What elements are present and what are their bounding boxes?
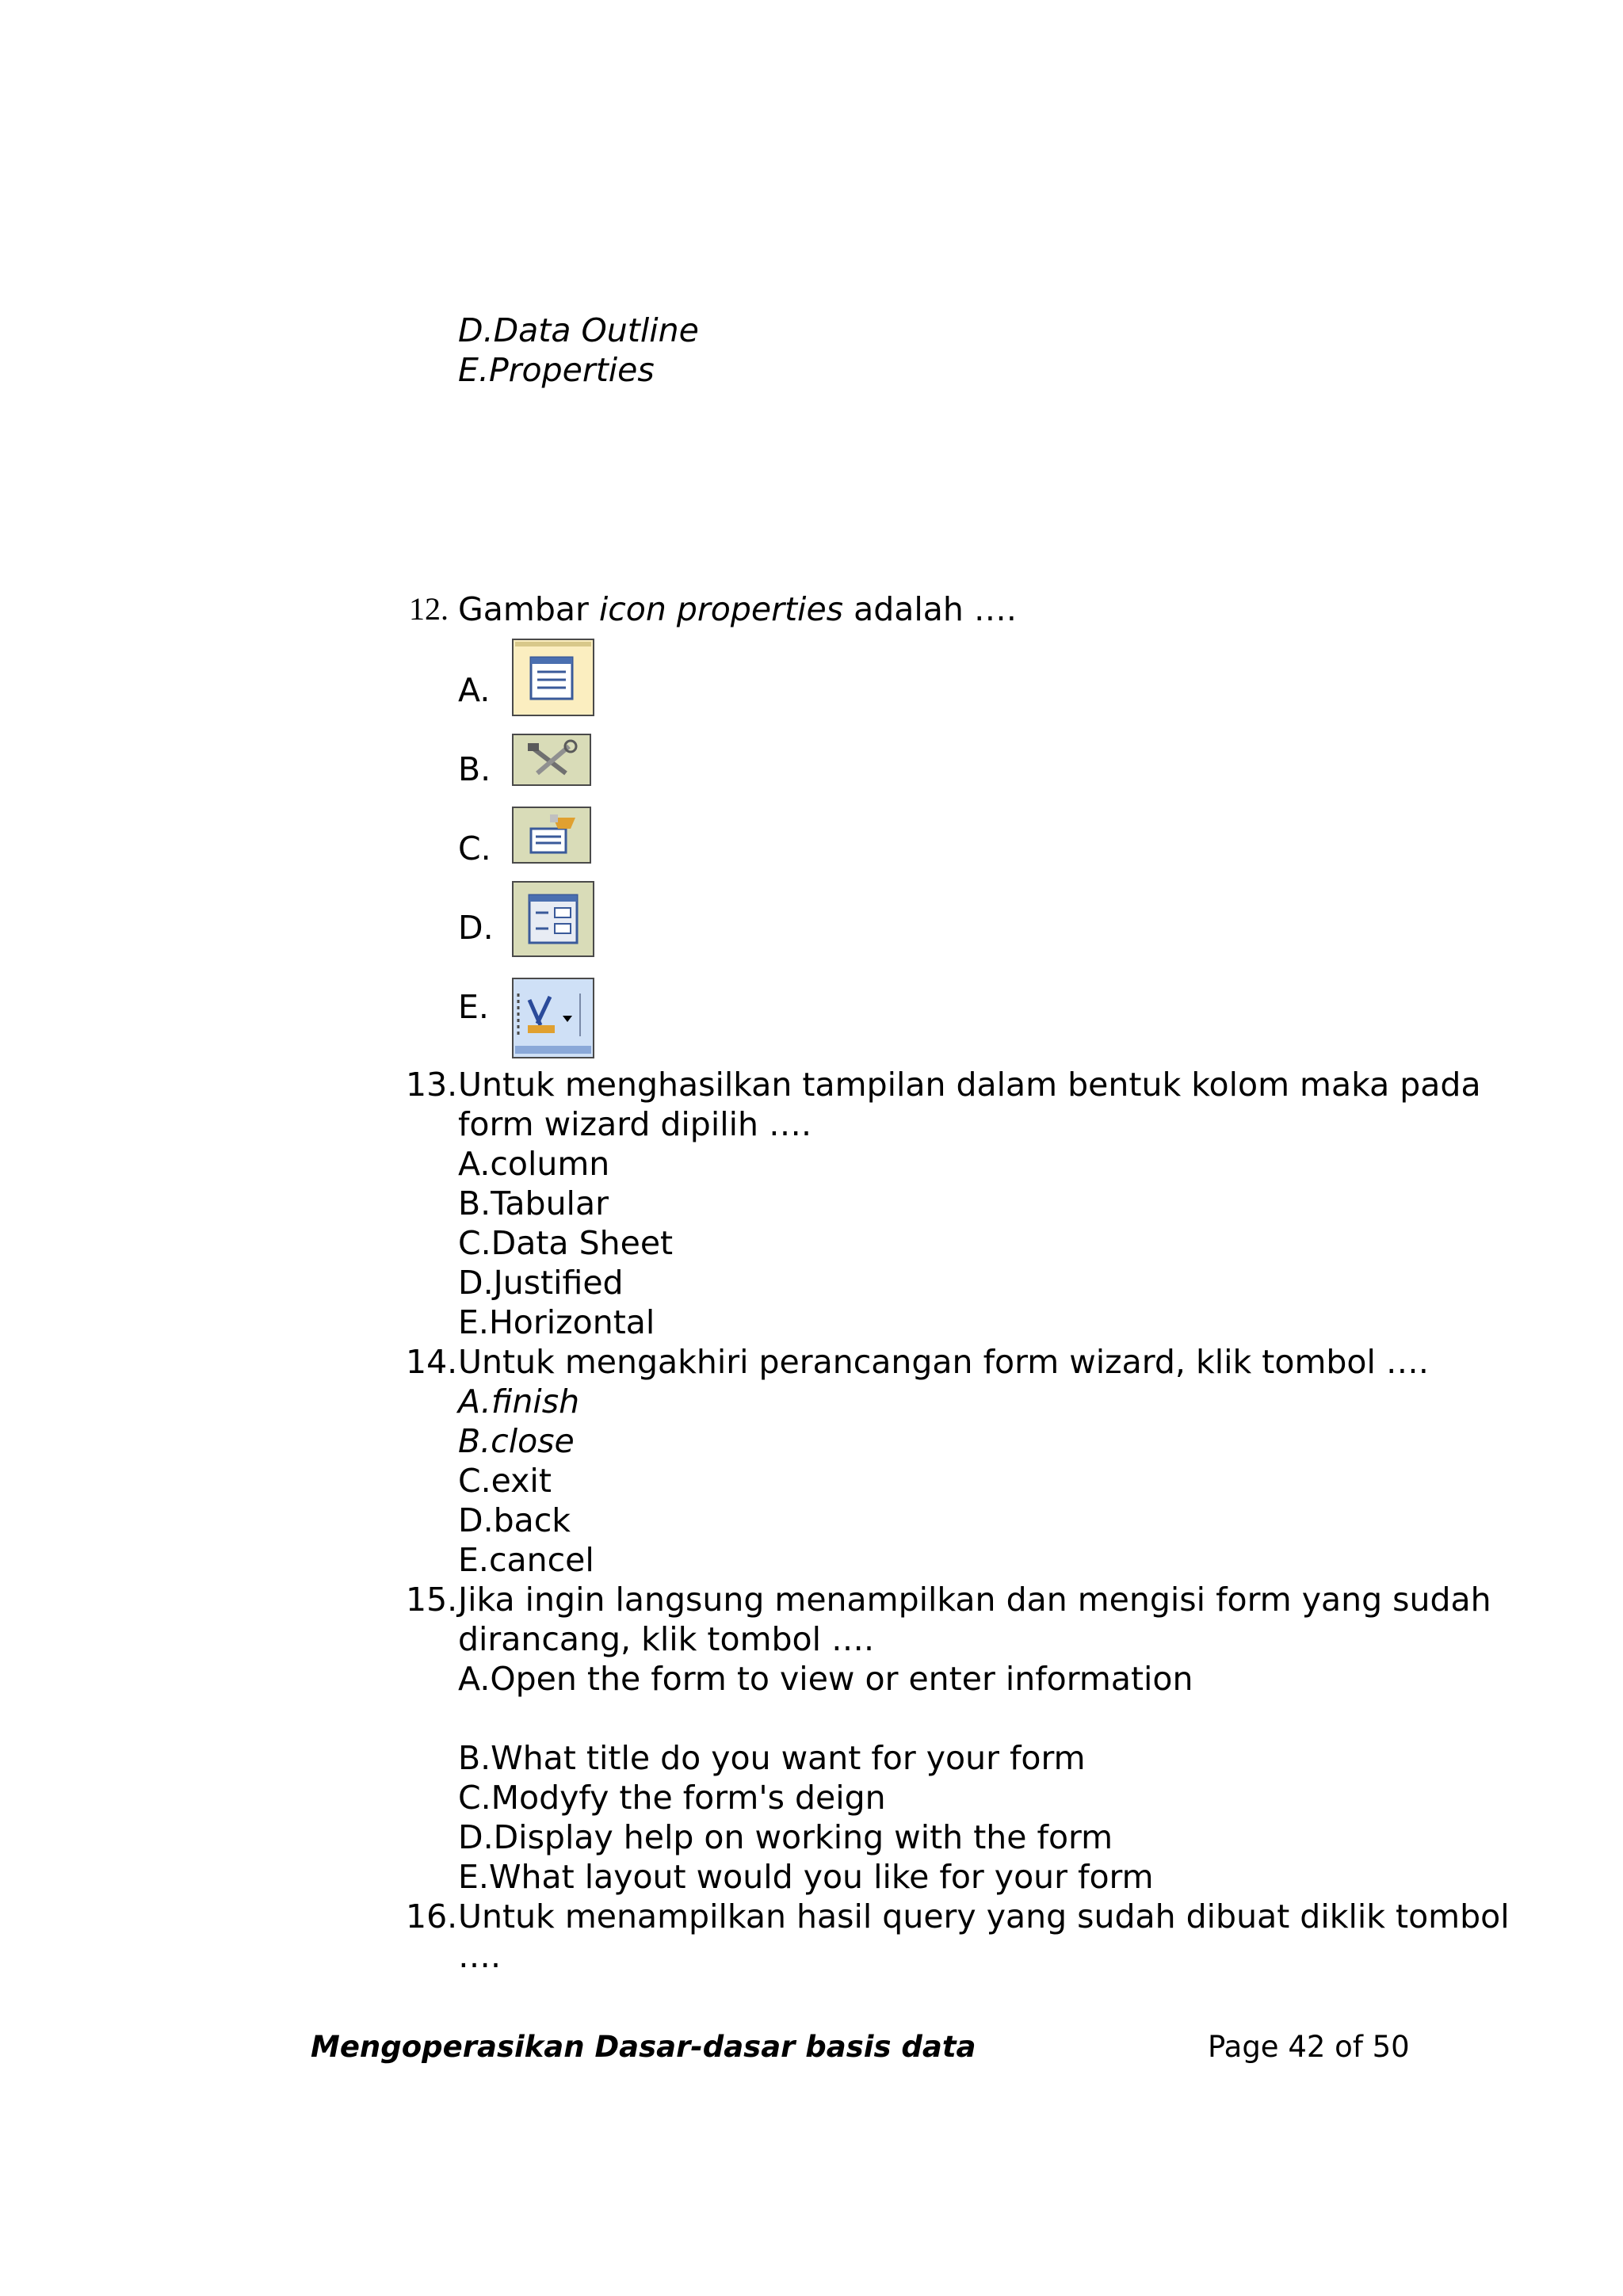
- q13-option-b: B.Tabular: [458, 1184, 609, 1222]
- q14-option-a: A.finish: [458, 1383, 580, 1421]
- footer-title: Mengoperasikan Dasar-dasar basis data: [311, 2030, 976, 2064]
- q14-option-b: B.close: [458, 1422, 575, 1460]
- q12-option-e-label: E.: [458, 988, 489, 1026]
- q13-number: 13.: [406, 1066, 458, 1104]
- q16-line-2: ….: [458, 1937, 502, 1975]
- q11-option-d: D.Data Outline: [458, 311, 699, 349]
- q11-option-e: E.Properties: [458, 351, 655, 389]
- q13-option-e: E.Horizontal: [458, 1303, 655, 1341]
- q14-option-e: E.cancel: [458, 1541, 594, 1579]
- q15-option-a: A.Open the form to view or enter information: [458, 1660, 1193, 1698]
- q15-option-d: D.Display help on working with the form: [458, 1818, 1113, 1856]
- q12-question: Gambar icon properties adalah ….: [458, 590, 1017, 628]
- tools-icon: [512, 734, 591, 786]
- q15-line-2: dirancang, klik tombol ….: [458, 1620, 875, 1658]
- q15-option-e: E.What layout would you like for your form: [458, 1858, 1154, 1896]
- q14-number: 14.: [406, 1343, 458, 1381]
- q13-line-1: Untuk menghasilkan tampilan dalam bentuk kolom maka pada: [458, 1066, 1481, 1104]
- q15-line-1: Jika ingin langsung menampilkan dan mengisi form yang sudah: [458, 1581, 1491, 1619]
- format-painter-icon: [512, 978, 594, 1058]
- q13-option-c: C.Data Sheet: [458, 1224, 674, 1262]
- q12-option-c-label: C.: [458, 830, 491, 868]
- q14-option-c: C.exit: [458, 1462, 552, 1500]
- field-list-icon: [512, 807, 591, 864]
- q12-option-a-label: A.: [458, 671, 491, 709]
- q12-option-d-label: D.: [458, 909, 494, 947]
- q16-line-1: Untuk menampilkan hasil query yang sudah dibuat diklik tombol: [458, 1897, 1510, 1936]
- q15-option-c: C.Modyfy the form's deign: [458, 1779, 886, 1817]
- q12-number: 12.: [409, 591, 449, 627]
- q14-line-1: Untuk mengakhiri perancangan form wizard, klik tombol ….: [458, 1343, 1429, 1381]
- q15-number: 15.: [406, 1581, 458, 1619]
- q13-option-a: A.column: [458, 1145, 610, 1183]
- q12-option-b-label: B.: [458, 750, 491, 788]
- q16-number: 16.: [406, 1897, 458, 1936]
- form-properties-icon: [512, 639, 594, 716]
- q13-option-d: D.Justified: [458, 1264, 624, 1302]
- q15-option-b: B.What title do you want for your form: [458, 1739, 1086, 1777]
- q13-line-2: form wizard dipilih ….: [458, 1105, 812, 1143]
- footer-page-number: Page 42 of 50: [1208, 2030, 1410, 2064]
- q14-option-d: D.back: [458, 1501, 571, 1539]
- form-layout-icon: [512, 881, 594, 957]
